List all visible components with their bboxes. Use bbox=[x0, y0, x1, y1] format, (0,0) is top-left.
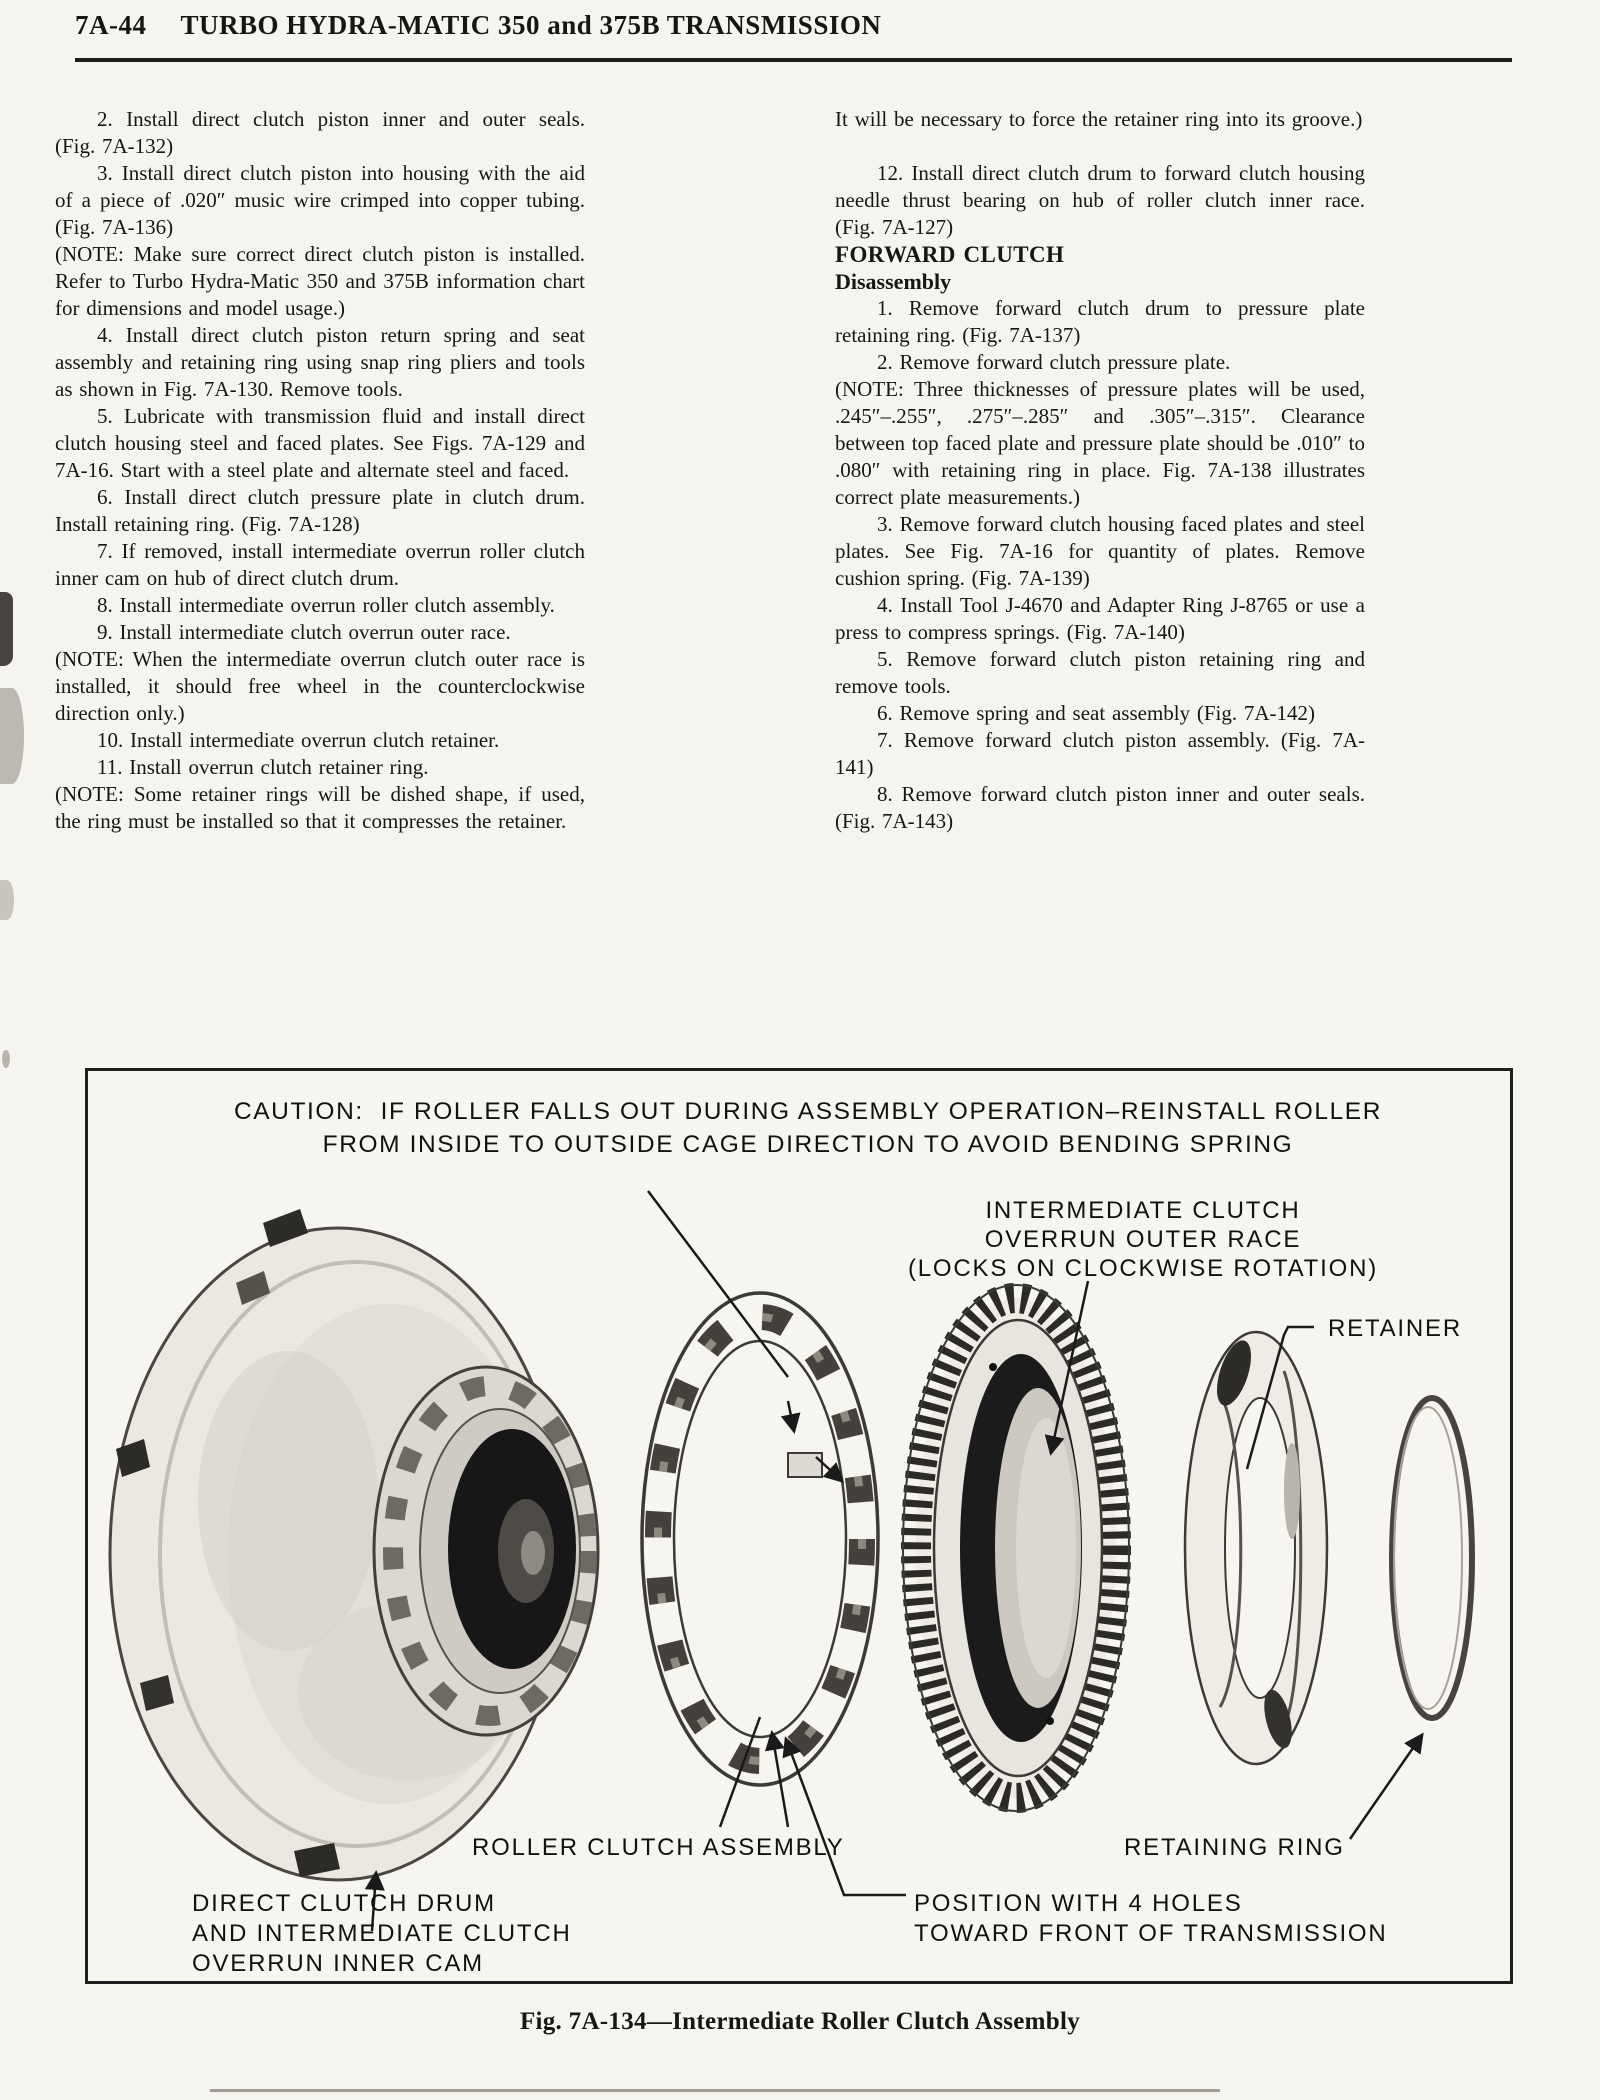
roller-clutch-assembly-illustration bbox=[642, 1293, 878, 1785]
label-retaining-ring: RETAINING RING bbox=[1124, 1834, 1345, 1861]
step-2: 2. Install direct clutch piston inner and outer seals. (Fig. 7A-132) bbox=[55, 107, 585, 158]
header-rule bbox=[75, 58, 1512, 62]
label-retainer: RETAINER bbox=[1328, 1315, 1462, 1342]
page-header bbox=[75, 10, 1515, 41]
step-12: 12. Install direct clutch drum to forward clutch housing needle thrust bearing on hub of roller clutch inner race. (Fig. 7A-127) bbox=[835, 161, 1365, 239]
page-number: 7A-44 bbox=[75, 10, 147, 40]
step-11: 11. Install overrun clutch retainer ring. bbox=[97, 755, 429, 779]
figure-caption: Fig. 7A-134—Intermediate Roller Clutch Assembly bbox=[519, 2008, 1081, 2035]
direct-clutch-drum-illustration bbox=[110, 1209, 598, 1880]
scan-artifact bbox=[0, 880, 14, 920]
figure-7a-134 bbox=[85, 1068, 1513, 1984]
fc-step-4: 4. Install Tool J-4670 and Adapter Ring J-8765 or use a press to compress springs. (Fig. 7A-140) bbox=[835, 593, 1365, 644]
outer-race-illustration bbox=[903, 1285, 1129, 1811]
fc-step-1: 1. Remove forward clutch drum to pressure plate retaining ring. (Fig. 7A-137) bbox=[835, 296, 1365, 347]
note-outer-race: (NOTE: When the intermediate overrun clutch outer race is installed, it should free wheel in the counterclockwise direction only.) bbox=[55, 647, 585, 725]
page-title: TURBO HYDRA-MATIC 350 and 375B TRANSMISSION bbox=[180, 10, 882, 40]
caution-line-2: FROM INSIDE TO OUTSIDE CAGE DIRECTION TO AVOID BENDING SPRING bbox=[322, 1131, 1294, 1158]
caution-text bbox=[188, 1095, 1428, 1161]
section-heading-forward-clutch: FORWARD CLUTCH bbox=[835, 242, 1065, 267]
right-column bbox=[835, 106, 1365, 835]
label-outer-race-line2: OVERRUN OUTER RACE bbox=[984, 1226, 1302, 1253]
note-pressure-plates: (NOTE: Three thicknesses of pressure plates will be used, .245″–.255″, .275″–.285″ and .305″–.315″. Clearance between top faced plate and pressure plate should be .010″ to .080″ with retaining ring in place. Fig. 7A-138 illustrates correct plate measurements.) bbox=[835, 377, 1365, 509]
fc-step-6: 6. Remove spring and seat assembly (Fig. 7A-142) bbox=[877, 701, 1316, 725]
note-piston: (NOTE: Make sure correct direct clutch piston is installed. Refer to Turbo Hydra-Matic 350 and 375B information chart for dimensions and model usage.) bbox=[55, 242, 585, 320]
label-direct-clutch-drum bbox=[192, 1889, 572, 1979]
caution-line-1: CAUTION: IF ROLLER FALLS OUT DURING ASSEMBLY OPERATION–REINSTALL ROLLER bbox=[233, 1098, 1383, 1125]
step-5: 5. Lubricate with transmission fluid and install direct clutch housing steel and faced plates. See Figs. 7A-129 and 7A-16. Start with a steel plate and alternate steel and faced. bbox=[55, 404, 585, 482]
scan-artifact bbox=[0, 592, 13, 666]
retaining-ring-illustration bbox=[1392, 1398, 1472, 1718]
note-retainer-rings: (NOTE: Some retainer rings will be dished shape, if used, the ring must be installed so that it compresses the retainer. bbox=[55, 782, 585, 833]
left-column bbox=[55, 106, 585, 835]
scan-artifact bbox=[210, 2089, 1220, 2092]
label-position-line1: POSITION WITH 4 HOLES bbox=[914, 1890, 1243, 1917]
label-position bbox=[914, 1889, 1388, 1949]
label-drum-line2: AND INTERMEDIATE CLUTCH bbox=[192, 1920, 572, 1947]
label-outer-race-line1: INTERMEDIATE CLUTCH bbox=[985, 1197, 1301, 1224]
step-10: 10. Install intermediate overrun clutch retainer. bbox=[97, 728, 500, 752]
fc-step-3: 3. Remove forward clutch housing faced plates and steel plates. See Fig. 7A-16 for quantity of plates. Remove cushion spring. (Fig. 7A-139) bbox=[835, 512, 1365, 590]
subheading-disassembly: Disassembly bbox=[835, 269, 952, 294]
label-position-line2: TOWARD FRONT OF TRANSMISSION bbox=[914, 1920, 1388, 1947]
fc-step-7: 7. Remove forward clutch piston assembly. (Fig. 7A-141) bbox=[835, 728, 1365, 779]
note-continuation: It will be necessary to force the retainer ring into its groove.) bbox=[835, 107, 1363, 131]
label-outer-race-line3: (LOCKS ON CLOCKWISE ROTATION) bbox=[907, 1255, 1378, 1282]
step-3: 3. Install direct clutch piston into housing with the aid of a piece of .020″ music wire crimped into copper tubing. (Fig. 7A-136) bbox=[55, 161, 585, 239]
step-4: 4. Install direct clutch piston return spring and seat assembly and retaining ring using snap ring pliers and tools as shown in Fig. 7A-130. Remove tools. bbox=[55, 323, 585, 401]
label-outer-race bbox=[888, 1196, 1398, 1283]
step-8: 8. Install intermediate overrun roller clutch assembly. bbox=[97, 593, 555, 617]
fc-step-2: 2. Remove forward clutch pressure plate. bbox=[877, 350, 1231, 374]
scan-artifact bbox=[0, 688, 24, 784]
scan-artifact bbox=[2, 1050, 10, 1068]
label-drum-line1: DIRECT CLUTCH DRUM bbox=[192, 1890, 496, 1917]
step-9: 9. Install intermediate clutch overrun outer race. bbox=[97, 620, 511, 644]
label-drum-line3: OVERRUN INNER CAM bbox=[192, 1950, 484, 1977]
label-roller-clutch-assembly: ROLLER CLUTCH ASSEMBLY bbox=[472, 1834, 845, 1861]
step-7: 7. If removed, install intermediate overrun roller clutch inner cam on hub of direct clutch drum. bbox=[55, 539, 585, 590]
fc-step-8: 8. Remove forward clutch piston inner and outer seals. (Fig. 7A-143) bbox=[835, 782, 1365, 833]
fc-step-5: 5. Remove forward clutch piston retaining ring and remove tools. bbox=[835, 647, 1365, 698]
retainer-illustration bbox=[1185, 1332, 1327, 1764]
step-6: 6. Install direct clutch pressure plate in clutch drum. Install retaining ring. (Fig. 7A-128) bbox=[55, 485, 585, 536]
